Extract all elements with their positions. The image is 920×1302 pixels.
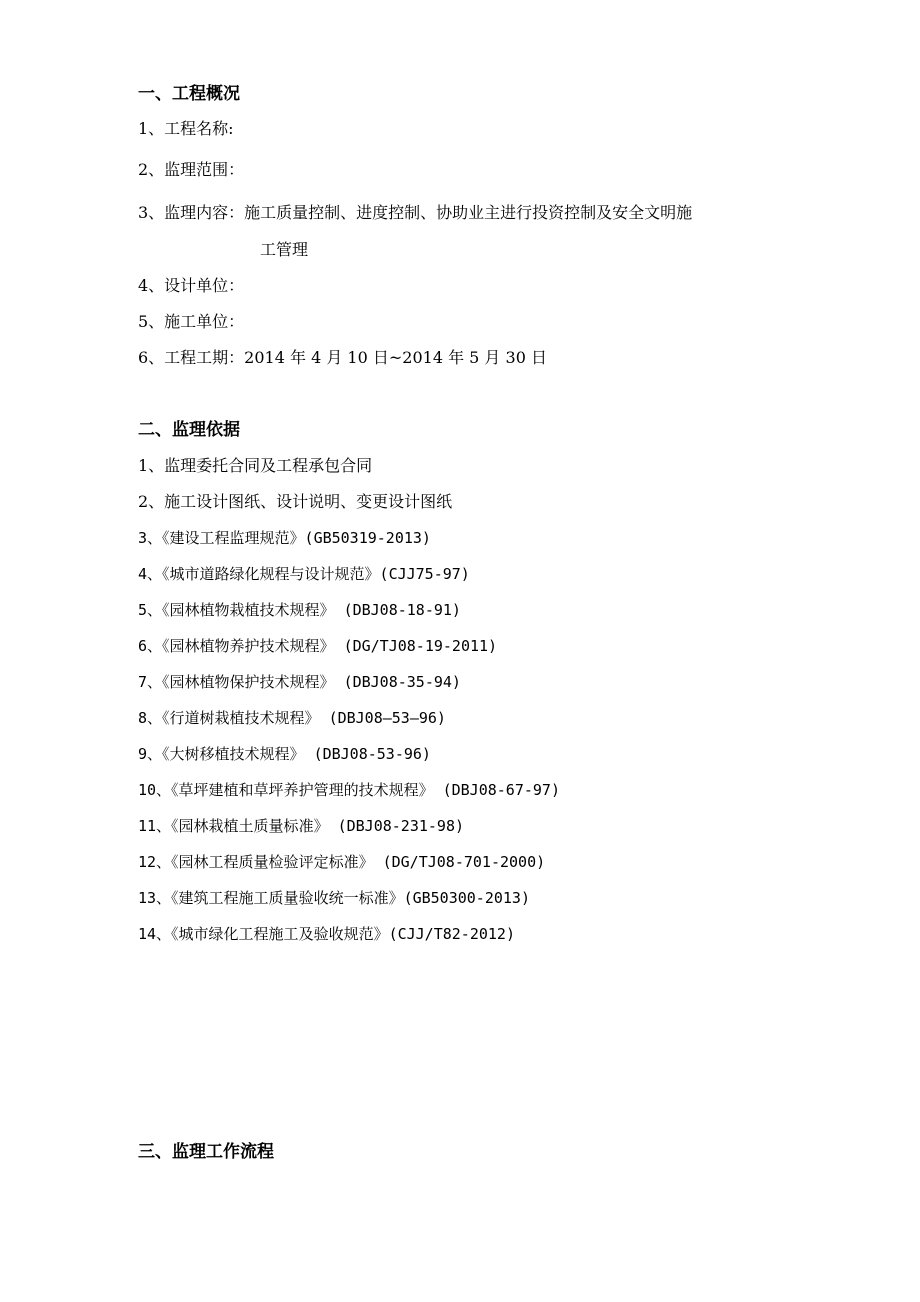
section1-title: 一、工程概况 [138,84,240,104]
basis-item: 12、《园林工程质量检验评定标准》 (DG/TJ08-701-2000) [138,853,546,871]
supervision-scope-item: 2、监理范围： [138,160,245,179]
basis-item: 13、《建筑工程施工质量验收统一标准》(GB50300-2013) [138,889,530,907]
basis-item: 8、《行道树栽植技术规程》 (DBJ08—53—96) [138,709,446,727]
basis-item: 4、《城市道路绿化规程与设计规范》(CJJ75-97) [138,565,470,583]
basis-item: 10、《草坪建植和草坪养护管理的技术规程》 (DBJ08-67-97) [138,781,560,799]
basis-item: 6、《园林植物养护技术规程》 (DG/TJ08-19-2011) [138,637,498,655]
section2-title: 二、监理依据 [138,420,240,440]
basis-item: 1、监理委托合同及工程承包合同 [138,456,373,475]
basis-item: 5、《园林植物栽植技术规程》 (DBJ08-18-91) [138,601,461,619]
basis-item: 3、《建设工程监理规范》(GB50319-2013) [138,529,431,547]
supervision-content-item: 3、监理内容：施工质量控制、进度控制、协助业主进行投资控制及安全文明施 [138,203,693,222]
design-unit-item: 4、设计单位： [138,276,245,295]
basis-item: 11、《园林栽植土质量标准》 (DBJ08-231-98) [138,817,465,835]
basis-item: 14、《城市绿化工程施工及验收规范》(CJJ/T82-2012) [138,925,515,943]
basis-item: 9、《大树移植技术规程》 (DBJ08-53-96) [138,745,431,763]
construction-period-item: 6、工程工期：2014 年 4 月 10 日~2014 年 5 月 30 日 [138,348,547,367]
basis-item: 2、施工设计图纸、设计说明、变更设计图纸 [138,492,453,511]
basis-item: 7、《园林植物保护技术规程》 (DBJ08-35-94) [138,673,461,691]
supervision-content-continued: 工管理 [260,240,309,259]
section3-title: 三、监理工作流程 [138,1142,274,1162]
project-name-item: 1、工程名称: [138,119,234,138]
construction-unit-item: 5、施工单位： [138,312,245,331]
